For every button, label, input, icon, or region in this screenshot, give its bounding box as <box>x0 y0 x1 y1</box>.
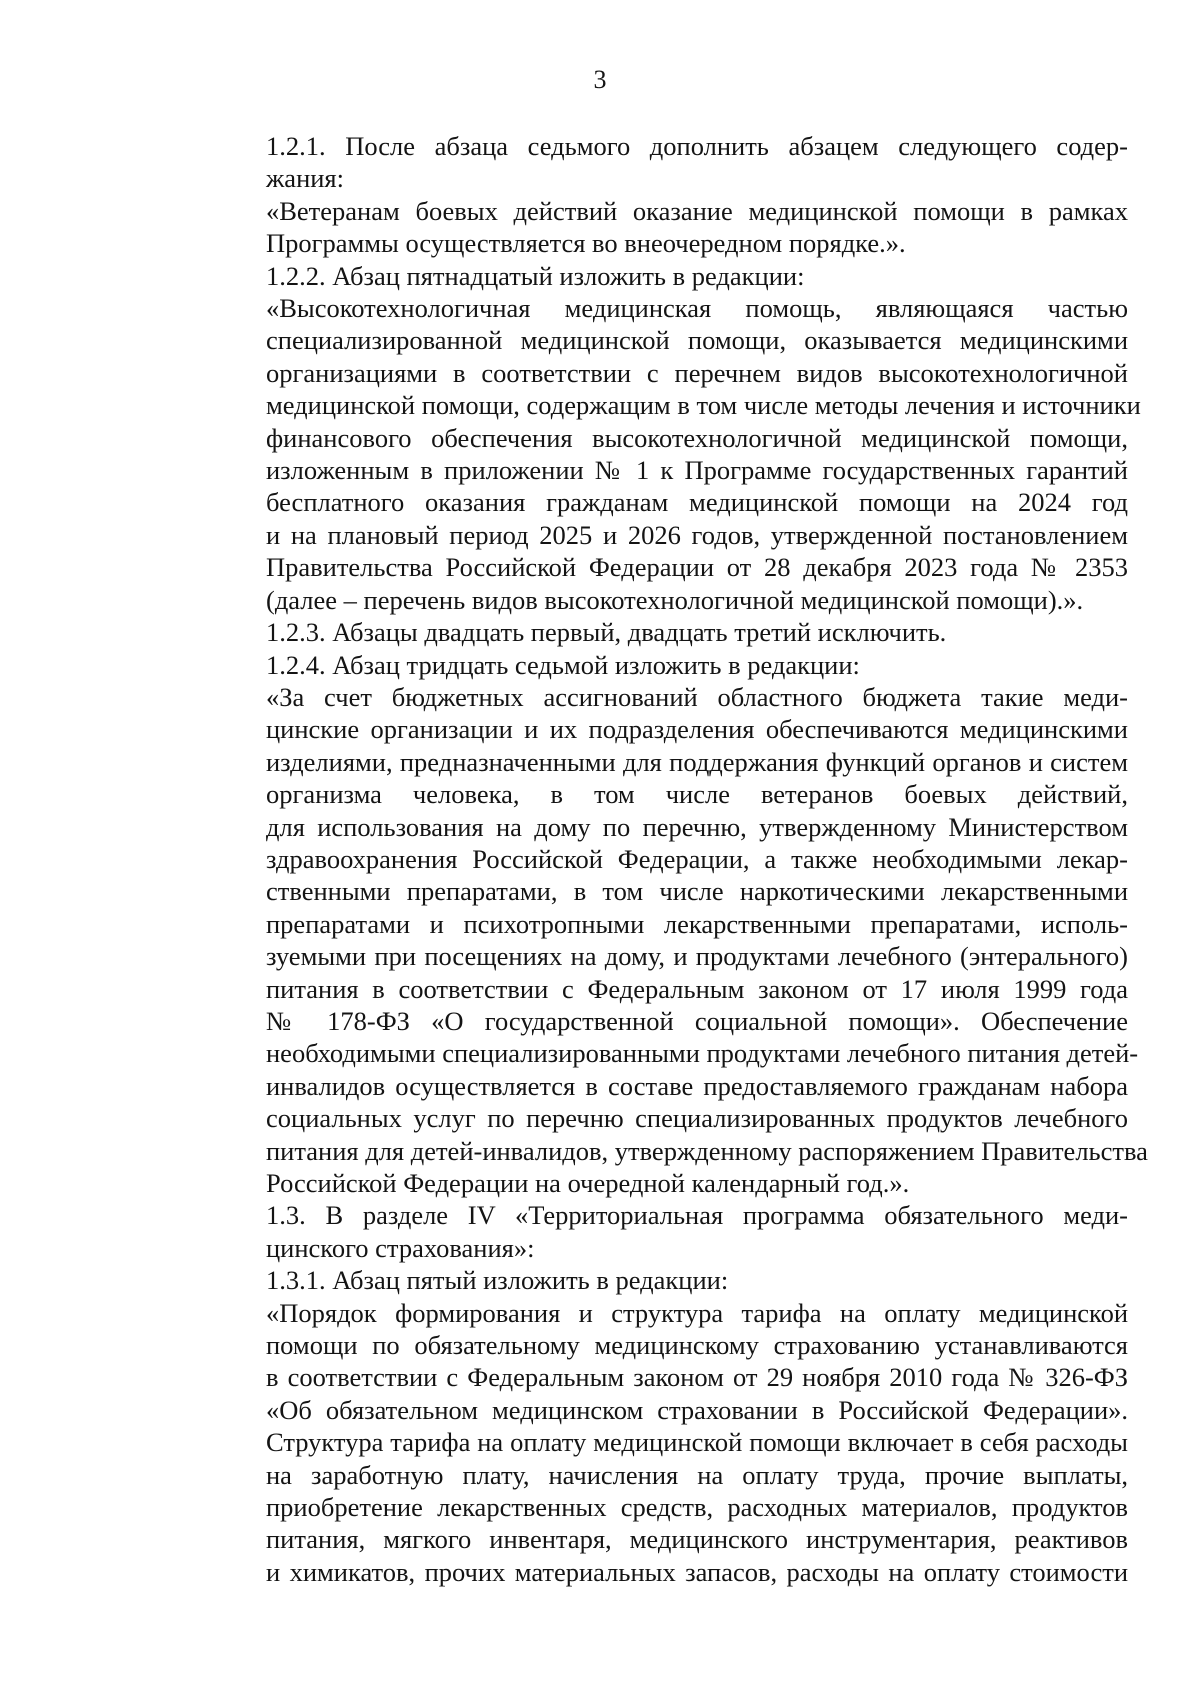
text-line: Структура тарифа на оплату медицинской помощи включает в себя расходы <box>266 1427 1128 1458</box>
text-line: «Высокотехнологичная медицинская помощь, являющаяся частью <box>266 293 1128 324</box>
paragraph-p3 <box>198 260 1128 292</box>
text-line: зуемыми при посещениях на дому, и продуктами лечебного (энтерального) <box>266 941 1128 972</box>
text-line: изделиями, предназначенными для поддержания функций органов и систем <box>266 746 1128 777</box>
text-line: финансового обеспечения высокотехнологичной медицинской помощи, <box>266 422 1128 453</box>
text-line: организма человека, в том числе ветеранов боевых действий, <box>266 779 1128 810</box>
paragraph-p4 <box>198 292 1141 616</box>
text-line: помощи по обязательному медицинскому страхованию устанавливаются <box>266 1330 1128 1361</box>
text-line: изложенным в приложении № 1 к Программе государственных гарантий <box>266 455 1128 486</box>
paragraph-p6 <box>198 649 1128 681</box>
paragraph-p2 <box>198 195 1128 260</box>
text-line: и химикатов, прочих материальных запасов, расходы на оплату стоимости <box>266 1556 1128 1587</box>
text-line: 1.2.4. Абзац тридцать седьмой изложить в редакции: <box>266 649 860 680</box>
page-number: 3 <box>593 65 607 94</box>
text-line: питания для детей-инвалидов, утвержденному распоряжением Правительства <box>266 1135 1148 1166</box>
text-line: жания: <box>266 163 344 194</box>
text-line: бесплатного оказания гражданам медицинской помощи на 2024 год <box>266 487 1128 518</box>
text-line: 1.3. В разделе IV «Территориальная программа обязательного меди- <box>266 1200 1128 1231</box>
text-line: инвалидов осуществляется в составе предоставляемого гражданам набора <box>266 1070 1128 1101</box>
text-line: «Ветеранам боевых действий оказание медицинской помощи в рамках <box>266 195 1128 226</box>
text-line: специализированной медицинской помощи, оказывается медицинскими <box>266 325 1128 356</box>
text-line: препаратами и психотропными лекарственными препаратами, исполь- <box>266 908 1128 939</box>
paragraph-p7 <box>198 681 1148 1200</box>
text-line: в соответствии с Федеральным законом от 29 ноября 2010 года № 326-ФЗ <box>266 1362 1128 1393</box>
paragraph-p1 <box>198 130 1128 195</box>
text-line: «Порядок формирования и структура тарифа на оплату медицинской <box>266 1297 1128 1328</box>
text-line: «За счет бюджетных ассигнований областного бюджета такие меди- <box>266 681 1128 712</box>
document-body <box>198 130 1148 1588</box>
paragraph-p8 <box>198 1199 1128 1264</box>
text-line: и на плановый период 2025 и 2026 годов, утвержденной постановлением <box>266 519 1128 550</box>
text-line: 1.2.3. Абзацы двадцать первый, двадцать третий исключить. <box>266 617 947 648</box>
text-line: цинского страхования»: <box>266 1232 535 1263</box>
text-line: 1.2.1. После абзаца седьмого дополнить абзацем следующего содер- <box>266 131 1128 161</box>
text-line: на заработную плату, начисления на оплату труда, прочие выплаты, <box>266 1459 1128 1490</box>
text-line: Российской Федерации на очередной календарный год.». <box>266 1168 910 1198</box>
text-line: необходимыми специализированными продуктами лечебного питания детей- <box>266 1038 1139 1069</box>
text-line: Программы осуществляется во внеочередном порядке.». <box>266 228 906 259</box>
text-line: Правительства Российской Федерации от 28 декабря 2023 года № 2353 <box>266 552 1128 583</box>
text-line: цинские организации и их подразделения обеспечиваются медицинскими <box>266 714 1128 745</box>
text-line: (далее – перечень видов высокотехнологичной медицинской помощи).». <box>266 584 1084 615</box>
paragraph-p9 <box>198 1264 1128 1296</box>
text-line: для использования на дому по перечню, утвержденному Министерством <box>266 811 1128 842</box>
text-line: 1.2.2. Абзац пятнадцатый изложить в редакции: <box>266 260 805 291</box>
text-line: № 178-ФЗ «О государственной социальной помощи». Обеспечение <box>266 1005 1128 1036</box>
text-line: питания в соответствии с Федеральным законом от 17 июля 1999 года <box>266 973 1128 1004</box>
paragraph-p5 <box>198 616 1128 648</box>
text-line: организациями в соответствии с перечнем видов высокотехнологичной <box>266 357 1128 388</box>
text-line: питания, мягкого инвентаря, медицинского инструментария, реактивов <box>266 1524 1128 1555</box>
text-line: 1.3.1. Абзац пятый изложить в редакции: <box>266 1265 729 1296</box>
paragraph-p10 <box>198 1297 1128 1589</box>
text-line: приобретение лекарственных средств, расходных материалов, продуктов <box>266 1492 1128 1523</box>
text-line: здравоохранения Российской Федерации, а также необходимыми лекар- <box>266 843 1128 874</box>
text-line: социальных услуг по перечню специализированных продуктов лечебного <box>266 1103 1128 1134</box>
text-line: «Об обязательном медицинском страховании в Российской Федерации». <box>266 1394 1128 1425</box>
text-line: медицинской помощи, содержащим в том числе методы лечения и источники <box>266 390 1141 421</box>
text-line: ственными препаратами, в том числе наркотическими лекарственными <box>266 876 1128 907</box>
